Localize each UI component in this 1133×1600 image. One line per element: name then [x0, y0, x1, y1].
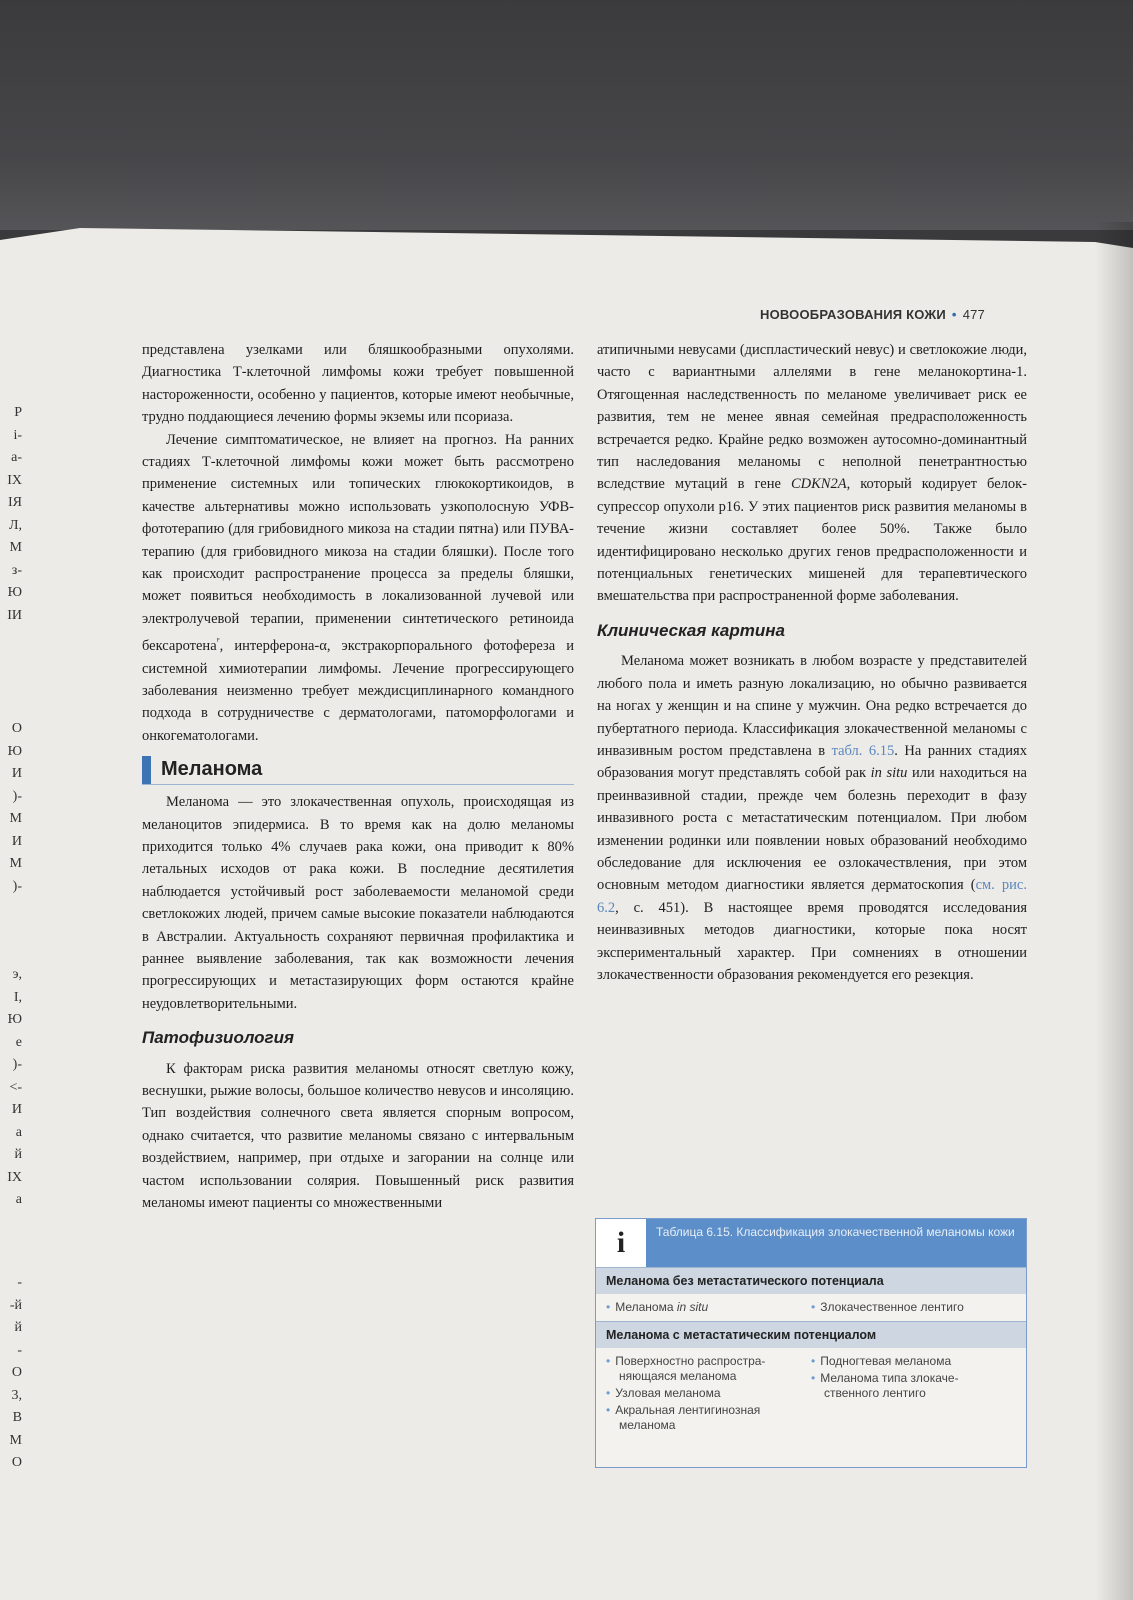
table-row: [596, 1294, 1026, 1321]
table-item: Меланома in situ: [615, 1300, 709, 1314]
page-edge-shadow: [1095, 222, 1133, 1600]
table-section-heading: Меланома с метастатическим потенциалом: [596, 1321, 1026, 1348]
margin-fragment: -: [17, 1342, 22, 1358]
table-row: [596, 1348, 1026, 1441]
margin-fragments-mid2: [0, 964, 22, 1212]
margin-fragment: й: [14, 1147, 22, 1162]
paragraph: Меланома — это злокачественная опухоль, происходящая из меланоцитов эпидермиса. В то время как на долю меланомы приходится только 4% случаев рака кожи, она приводит к 80% летальных исходов от рака кожи. В последние десятилетия наблюдается устойчивый рост заболеваемости меланомой среди светлокожих людей, причем самые высокие показатели наблюдаются в Австралии. Актуальность сохраняют первичная профилактика и раннее выявление заболевания, так как возможности лечения прогрессирующих и метастазирующих форм остаются крайне неудовлетворительными.: [142, 794, 574, 1012]
table-item: Злокачественное лентиго: [820, 1300, 964, 1314]
paragraph-text: или находиться на преинвазивной стадии, прежде чем болезнь переходит в фазу инвазивного роста с метастатическим потенциалом. При любом изменении родинки или появлении новых образований необходимо обследование для исключения ее озлокачествления, при этом основным методом диагностики является дерматоскопия (: [597, 765, 1027, 894]
section-title-text: Меланома: [161, 758, 263, 781]
dark-background: [0, 0, 1133, 230]
table-item-text: няющаяся меланома: [619, 1369, 737, 1383]
subsection-heading: Клиническая картина: [597, 620, 785, 640]
margin-fragment: Ю: [7, 743, 22, 759]
margin-fragment: О: [11, 721, 22, 736]
table-item-text: Акральная лентигинозная: [615, 1403, 761, 1417]
chapter-title: НОВООБРАЗОВАНИЯ КОЖИ: [760, 307, 946, 322]
paragraph-text: , с. 451). В настоящее время проводятся исследования неинвазивных методов диагностики, которые пока носят экспериментальный характер. При сомнениях в отношении злокачественности образования рекомендуется его резекция.: [597, 899, 1027, 983]
bullet-icon: •: [811, 1371, 816, 1385]
margin-fragment: -: [17, 1275, 22, 1290]
margin-fragment: М: [9, 540, 22, 555]
table-item-text: меланома: [619, 1418, 676, 1432]
bullet-icon: •: [606, 1354, 611, 1368]
margin-fragments-bottom: [0, 1272, 22, 1475]
margin-fragment: а: [15, 1192, 22, 1207]
table-item-text: Узловая меланома: [615, 1386, 721, 1400]
margin-fragment: И: [11, 1102, 22, 1117]
margin-fragment: Ю: [7, 1012, 22, 1027]
table-item-text: ственного лентиго: [824, 1386, 926, 1400]
margin-fragment: Ю: [7, 585, 22, 600]
margin-fragment: И: [11, 766, 22, 781]
page-number: 477: [962, 307, 985, 322]
section-heading: [142, 755, 574, 785]
running-head: [760, 307, 1050, 322]
table-item-text: Меланома типа злокаче-: [820, 1371, 959, 1385]
paragraph: [597, 650, 1027, 986]
drug-mark: ᴾ: [216, 636, 220, 647]
table-item: [606, 1403, 811, 1433]
table-section-heading: Меланома без метастатического потенциала: [596, 1267, 1026, 1294]
margin-fragment: )-: [12, 1057, 22, 1072]
paragraph-text: Лечение симптоматическое, не влияет на прогноз. На ранних стадиях Т-клеточной лимфомы кожи может быть рассмотрено применение системных или топических глюкокортикоидов, в качестве альтернативы можно использовать узкополосную УФВ-фототерапию (для грибовидного микоза на стадии пятна) или ПУВА-терапию (для грибовидного микоза на стадии бляшки). После того как происходит распространение процесса за пределы бляшки, может появиться необходимость в локализованной лучевой или электролучевой терапии, применении синтетического ретиноида бексаротена: [142, 431, 574, 655]
table-reference-link[interactable]: табл. 6.15: [831, 742, 895, 759]
margin-fragment: Р: [14, 405, 22, 420]
margin-fragment: -й: [9, 1297, 22, 1313]
left-column: [142, 339, 574, 1214]
margin-fragment: М: [9, 856, 22, 871]
right-column: [597, 339, 1027, 986]
bullet-icon: •: [811, 1354, 816, 1368]
margin-fragment: IИ: [7, 607, 22, 623]
margin-fragment: И: [11, 833, 22, 849]
margin-fragment: э,: [12, 967, 22, 982]
margin-fragment: )-: [12, 788, 22, 804]
table-cell: [811, 1300, 1016, 1315]
paragraph-text: , интерферона-α, экстракорпорального фотофереза и системной химиотерапии лимфомы. Лечение прогрессирующего заболевания неизменно требует междисциплинарного командного подхода в сотрудничестве с дерматологами, патоморфологами и онкогематологами.: [142, 638, 574, 744]
table-item-text: Подногтевая меланома: [820, 1354, 952, 1368]
margin-fragment: 3,: [11, 1387, 22, 1403]
table-title: Таблица 6.15. Классификация злокачественной меланомы кожи: [656, 1225, 1015, 1239]
subsection-heading: Патофизиология: [142, 1028, 295, 1048]
margin-fragment: М: [9, 811, 22, 826]
margin-fragment: <-: [9, 1079, 22, 1095]
paragraph-text: , который кодирует белок-супрессор опухоли p16. У этих пациентов риск развития меланомы в течение жизни составляет более 50%. Также было идентифицировано несколько других генов предрасположенности и потенциальных генетических мишеней для терапевтического вмешательства при распространенной форме заболевания.: [597, 476, 1027, 605]
paragraph-text: атипичными невусами (диспластический невус) и светлокожие люди, часто с вариантными аллелями в гене меланокортина-1. Отягощенная наследственность по меланоме увеличивает риск ее развития, тем не менее явная семейная предрасположенность встречается редко. Крайне редко возможен аутосомно-доминантный тип наследования меланомы с неполной пенетрантностью вследствие мутаций в гене: [597, 342, 1027, 493]
info-icon: i: [596, 1219, 646, 1267]
margin-fragment: )-: [12, 878, 22, 894]
table-item: [606, 1354, 811, 1384]
table-item-text: Поверхностно распростра-: [615, 1354, 766, 1368]
bullet-icon: •: [606, 1403, 611, 1417]
section-bar: [142, 756, 151, 784]
margin-fragment: IX: [7, 472, 22, 488]
margin-fragment: а-: [11, 450, 22, 465]
margin-fragment: з-: [11, 562, 22, 578]
margin-fragments-top: [0, 402, 22, 627]
paragraph: К факторам риска развития меланомы относят светлую кожу, веснушки, рыжие волосы, большое количество невусов и инсоляцию. Тип воздействия солнечного света является спорным вопросом, однако считается, что развитие меланомы связано с интервальным воздействием, например, при отдыхе и загорании на солнце или частом использовании солярия. Повышенный риск развития меланомы имеют пациенты со множественными: [142, 1060, 574, 1212]
margin-fragment: I,: [13, 989, 22, 1005]
table-item: [606, 1386, 811, 1401]
bullet-icon: •: [606, 1386, 611, 1400]
table-cell: [606, 1300, 811, 1315]
margin-fragment: а: [15, 1124, 22, 1140]
paragraph: [142, 429, 574, 748]
paragraph: представлена узелками или бляшкообразными опухолями. Диагностика Т-клеточной лимфомы кожи требует повышенной настороженности, особенно у пациентов, которые имеют необычные, трудно поддающиеся лечению формы экземы или псориаза.: [142, 342, 574, 426]
margin-fragment: Л,: [9, 517, 22, 533]
margin-fragment: е: [15, 1034, 22, 1050]
margin-fragments-mid: [0, 718, 22, 898]
table-header: [596, 1219, 1026, 1267]
classification-table: [595, 1218, 1027, 1468]
table-cell: [811, 1354, 1016, 1435]
bullet-icon: •: [811, 1300, 816, 1314]
margin-fragment: В: [12, 1410, 22, 1425]
table-item: [811, 1354, 1016, 1369]
margin-fragment: й: [14, 1320, 22, 1335]
in-situ-term: in situ: [870, 765, 908, 782]
bullet-icon: •: [606, 1300, 611, 1314]
margin-fragment: IX: [7, 1169, 22, 1185]
margin-fragment: М: [9, 1432, 22, 1448]
gene-name: CDKN2A: [790, 476, 847, 493]
paragraph-text: . На ранних стадиях образования могут представлять собой рак: [597, 742, 1027, 782]
margin-fragment: і-: [13, 427, 22, 443]
paragraph: [597, 339, 1027, 608]
margin-fragment: О: [11, 1365, 22, 1380]
table-cell: [606, 1354, 811, 1435]
separator-dot: •: [951, 307, 957, 322]
paragraph-text: Меланома может возникать в любом возрасте у представителей любого пола и иметь разную локализацию, но обычно развивается на ногах у женщин и на спине у мужчин. Она редко встречается до пубертатного периода. Классификация злокачественной меланомы с инвазивным ростом представлена в: [597, 653, 1027, 759]
margin-fragment: О: [11, 1455, 22, 1470]
table-item: [811, 1371, 1016, 1401]
figure-reference-link[interactable]: см. рис. 6.2: [597, 877, 1027, 916]
margin-fragment: IЯ: [8, 495, 22, 510]
